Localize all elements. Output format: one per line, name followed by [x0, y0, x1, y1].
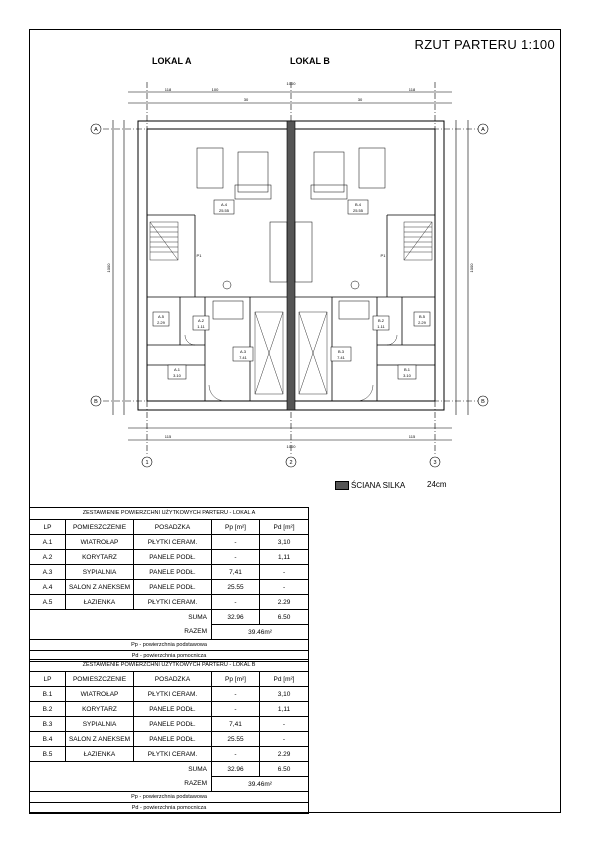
cell-pd: 2.29 — [260, 595, 309, 610]
table-row — [30, 717, 309, 732]
cell-lp: B.1 — [30, 687, 66, 702]
table-title: ZESTAWIENIE POWIERZCHNI UŻYTKOWYCH PARTERU - LOKAL A — [30, 508, 309, 520]
table-row — [30, 535, 309, 550]
table-row — [30, 550, 309, 565]
cell-pp: - — [212, 535, 260, 550]
cell-floor: PANELE PODŁ. — [134, 580, 212, 595]
dim-top-4: 30 — [357, 97, 363, 102]
cell-lp: A.4 — [30, 580, 66, 595]
cell-floor: PANELE PODŁ. — [134, 732, 212, 747]
cell-pp: - — [212, 702, 260, 717]
col-header: LP — [30, 672, 66, 687]
table-row — [30, 565, 309, 580]
cell-lp: B.3 — [30, 717, 66, 732]
cell-floor: PANELE PODŁ. — [134, 702, 212, 717]
cell-pd: - — [260, 732, 309, 747]
cell-lp: A.2 — [30, 550, 66, 565]
tag-b3-id: B.3 — [337, 349, 345, 354]
suma-label: SUMA — [30, 762, 212, 777]
cell-floor: PŁYTKI CERAM. — [134, 595, 212, 610]
note-pp: Pp - powierzchnia podstawowa — [30, 640, 309, 651]
cell-room: ŁAZIENKA — [66, 595, 134, 610]
table-row — [30, 732, 309, 747]
tag-b4-id: B.4 — [354, 202, 362, 207]
cell-pp: - — [212, 687, 260, 702]
tag-a4-id: A.4 — [220, 202, 228, 207]
tag-a1-id: A.1 — [173, 367, 181, 372]
stair-label-a: P1 — [196, 253, 202, 258]
note-pd: Pd - powierzchnia pomocnicza — [30, 651, 309, 662]
axis-1: 1 — [145, 460, 149, 466]
lokal-a-label: LOKAL A — [152, 56, 192, 66]
table-title: ZESTAWIENIE POWIERZCHNI UŻYTKOWYCH PARTERU - LOKAL B — [30, 660, 309, 672]
cell-pd: - — [260, 580, 309, 595]
cell-lp: B.5 — [30, 747, 66, 762]
tag-b1-area: 3.10 — [403, 373, 411, 378]
dim-top-2: 100 — [211, 87, 219, 92]
axis-a-right: A — [481, 127, 485, 133]
cell-pd: 1,11 — [260, 702, 309, 717]
suma-pp: 32.96 — [212, 762, 260, 777]
cell-room: WIATROŁAP — [66, 687, 134, 702]
cell-pp: - — [212, 595, 260, 610]
cell-lp: A.5 — [30, 595, 66, 610]
col-header: POMIESZCZENIE — [66, 672, 134, 687]
table-row — [30, 702, 309, 717]
tag-b2-area: 1.11 — [377, 324, 385, 329]
cell-pp: - — [212, 550, 260, 565]
tag-b3-area: 7.41 — [337, 355, 345, 360]
cell-pp: 7,41 — [212, 717, 260, 732]
cell-pp: 25.55 — [212, 580, 260, 595]
suma-label: SUMA — [30, 610, 212, 625]
table-row — [30, 595, 309, 610]
cell-floor: PANELE PODŁ. — [134, 565, 212, 580]
tag-a5-id: A.5 — [157, 314, 165, 319]
axis-b-left: B — [94, 399, 98, 405]
cell-pd: 2.29 — [260, 747, 309, 762]
axis-2: 2 — [289, 460, 293, 466]
cell-floor: PŁYTKI CERAM. — [134, 535, 212, 550]
cell-pd: 3,10 — [260, 535, 309, 550]
razem-label: RAZEM — [30, 625, 212, 640]
dim-bot-2: 115 — [408, 434, 416, 439]
dim-top-total: 1000 — [286, 81, 296, 86]
legend-value: 24cm — [427, 480, 447, 489]
cell-lp: A.1 — [30, 535, 66, 550]
legend-swatch — [335, 481, 349, 490]
cell-room: ŁAZIENKA — [66, 747, 134, 762]
col-header: Pp [m²] — [212, 672, 260, 687]
cell-floor: PANELE PODŁ. — [134, 717, 212, 732]
sheet-title: RZUT PARTERU 1:100 — [414, 37, 555, 52]
tag-b2-id: B.2 — [377, 318, 385, 323]
suma-pd: 6.50 — [260, 610, 309, 625]
cell-room: SALON Z ANEKSEM — [66, 732, 134, 747]
tag-b5-area: 2.29 — [418, 320, 426, 325]
table-row — [30, 747, 309, 762]
axis-3: 3 — [433, 460, 437, 466]
cell-pp: 25.55 — [212, 732, 260, 747]
cell-pp: - — [212, 747, 260, 762]
col-header: Pd [m²] — [260, 672, 309, 687]
cell-floor: PŁYTKI CERAM. — [134, 687, 212, 702]
note-pp: Pp - powierzchnia podstawowa — [30, 792, 309, 803]
col-header: LP — [30, 520, 66, 535]
legend-label: ŚCIANA SILKA — [351, 481, 406, 490]
tag-b4-area: 25.55 — [352, 208, 364, 213]
axis-b-right: B — [481, 399, 485, 405]
cell-lp: B.2 — [30, 702, 66, 717]
tag-a4-area: 25.55 — [218, 208, 230, 213]
col-header: Pd [m²] — [260, 520, 309, 535]
tag-a3-id: A.3 — [239, 349, 247, 354]
cell-floor: PŁYTKI CERAM. — [134, 747, 212, 762]
col-header: POSADZKA — [134, 672, 212, 687]
tag-b1-id: B.1 — [403, 367, 411, 372]
suma-pp: 32.96 — [212, 610, 260, 625]
col-header: POMIESZCZENIE — [66, 520, 134, 535]
axis-a-left: A — [94, 127, 98, 133]
table-row — [30, 687, 309, 702]
razem-label: RAZEM — [30, 777, 212, 792]
note-pd: Pd - powierzchnia pomocnicza — [30, 803, 309, 814]
dim-left-total: 1000 — [106, 263, 111, 273]
party-wall — [287, 121, 295, 410]
tag-a5-area: 2.29 — [157, 320, 165, 325]
cell-pd: 3,10 — [260, 687, 309, 702]
cell-room: KORYTARZ — [66, 702, 134, 717]
cell-room: KORYTARZ — [66, 550, 134, 565]
razem-value: 39.46m² — [212, 777, 309, 792]
cell-room: WIATROŁAP — [66, 535, 134, 550]
dim-top-5: 118 — [408, 87, 416, 92]
cell-lp: B.4 — [30, 732, 66, 747]
cell-floor: PANELE PODŁ. — [134, 550, 212, 565]
dim-top-3: 30 — [243, 97, 249, 102]
area-table-lokal-b — [29, 659, 309, 814]
tag-a2-area: 1.11 — [197, 324, 205, 329]
cell-pd: - — [260, 565, 309, 580]
cell-pd: 1,11 — [260, 550, 309, 565]
lokal-b-label: LOKAL B — [290, 56, 330, 66]
tag-b5-id: B.5 — [418, 314, 426, 319]
tag-a2-id: A.2 — [197, 318, 205, 323]
dim-bot-total: 1000 — [286, 444, 296, 449]
table-row — [30, 580, 309, 595]
area-table-lokal-a — [29, 507, 309, 662]
cell-room: SYPIALNIA — [66, 717, 134, 732]
col-header: POSADZKA — [134, 520, 212, 535]
cell-pp: 7,41 — [212, 565, 260, 580]
razem-value: 39.46m² — [212, 625, 309, 640]
tag-a1-area: 3.10 — [173, 373, 181, 378]
cell-lp: A.3 — [30, 565, 66, 580]
stair-label-b: P1 — [380, 253, 386, 258]
suma-pd: 6.50 — [260, 762, 309, 777]
cell-pd: - — [260, 717, 309, 732]
cell-room: SALON Z ANEKSEM — [66, 580, 134, 595]
dim-bot-1: 115 — [164, 434, 172, 439]
dim-right-total: 1000 — [469, 263, 474, 273]
cell-room: SYPIALNIA — [66, 565, 134, 580]
dim-top-1: 118 — [164, 87, 172, 92]
col-header: Pp [m²] — [212, 520, 260, 535]
tag-a3-area: 7.41 — [239, 355, 247, 360]
